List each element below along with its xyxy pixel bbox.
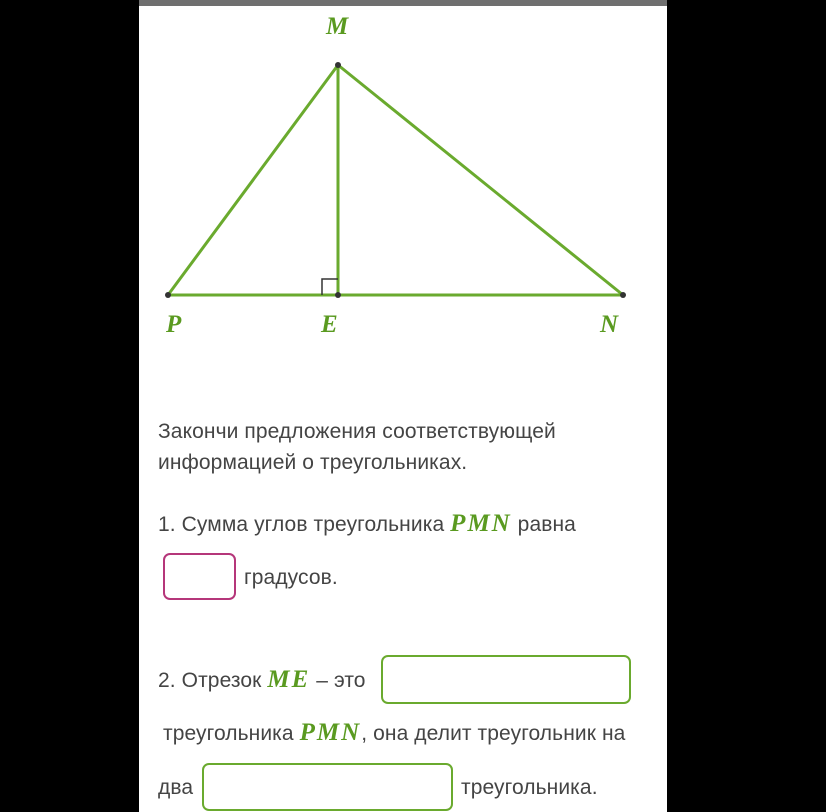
q2-prefix: 2. Отрезок	[158, 669, 262, 692]
q2-line3-suffix: треугольника.	[461, 776, 598, 799]
point-p	[165, 292, 171, 298]
q1-triangle-name: PMN	[450, 510, 512, 537]
q2-line-1	[158, 664, 366, 696]
vertex-label-p: P	[166, 311, 182, 338]
q1-prefix: 1. Сумма углов треугольника	[158, 513, 445, 536]
triangle-figure	[139, 6, 667, 366]
q1-answer-box[interactable]	[163, 553, 236, 600]
q1-after-box: градусов.	[244, 566, 338, 589]
q1-line-1	[158, 508, 576, 540]
q2-line-2	[163, 717, 625, 749]
q2-segment-name: ME	[267, 666, 311, 693]
vertex-label-n: N	[600, 311, 619, 338]
side-pm	[168, 65, 338, 295]
point-m	[335, 62, 341, 68]
instruction-line-2: информацией о треугольниках.	[158, 451, 468, 474]
vertex-label-m: M	[326, 13, 349, 40]
q1-suffix: равна	[517, 513, 576, 536]
q2-triangle-name: PMN	[299, 719, 362, 746]
q2-line2-prefix: треугольника	[163, 722, 294, 745]
q2-dash-text: – это	[316, 669, 366, 692]
q2-line3-prefix: два	[158, 776, 194, 799]
side-mn	[338, 65, 623, 295]
instruction-line-1: Закончи предложения соответствующей	[158, 420, 556, 443]
point-n	[620, 292, 626, 298]
right-angle-mark	[322, 279, 338, 295]
exercise-panel	[139, 6, 667, 812]
q2-answer-box-2[interactable]	[202, 763, 453, 811]
point-e	[335, 292, 341, 298]
vertex-label-e: E	[321, 311, 338, 338]
q2-answer-box-1[interactable]	[381, 655, 631, 704]
q2-line2-suffix: , она делит треугольник на	[361, 722, 626, 745]
